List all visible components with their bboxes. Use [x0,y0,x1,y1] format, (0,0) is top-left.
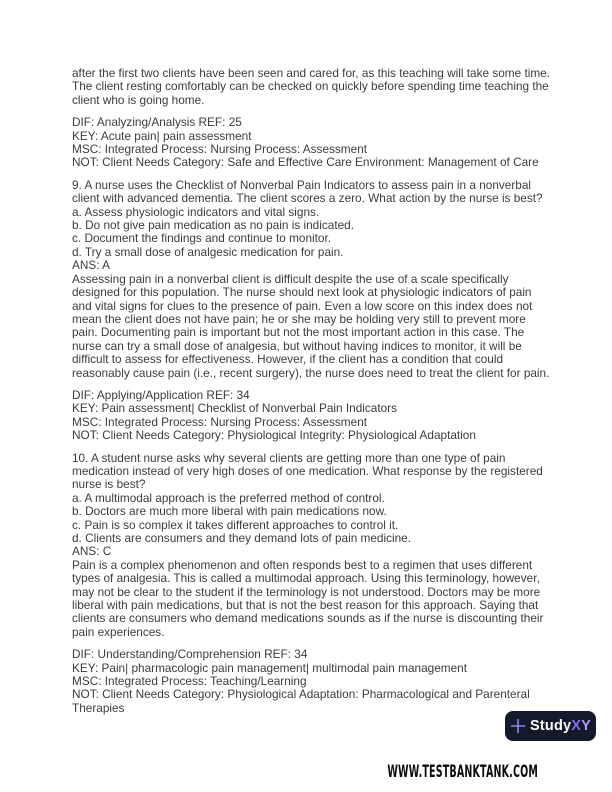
text-line: types of analgesia. This is called a multimodal approach. Using this terminology, however, [72,571,540,586]
text-line: after the first two clients have been seen and cared for, as this teaching will take some time. [72,66,551,80]
plus-icon [510,718,526,734]
text-line: KEY: Acute pain| pain assessment [72,128,252,143]
text-line: d. Clients are consumers and they demand lots of pain medicine. [72,531,412,545]
text-line: designed for this population. The nurse should next look at physiologic indicators of pain [72,285,532,300]
text-line: reasonably cause pain (i.e., recent surgery), the nurse does need to treat the client for pain. [72,365,550,380]
studyxy-label-y: Y [581,717,592,734]
text-line: ANS: C [72,544,112,559]
text-line: may not be clear to the student if the terminology is not understood. Doctors may be more [72,584,541,599]
text-line: NOT: Client Needs Category: Physiological Integrity: Physiological Adaptation [72,428,476,443]
text-line: c. Document the findings and continue to monitor. [72,231,332,246]
document-content [72,67,550,724]
question-10-metadata [72,648,550,715]
text-line: NOT: Client Needs Category: Safe and Effective Care Environment: Management of Care [72,155,539,170]
text-line: client with advanced dementia. The client scores a zero. What action by the nurse is best? [72,191,543,206]
website-url: WWW.TESTBANKTANK.COM [387,762,538,782]
text-line: KEY: Pain assessment| Checklist of Nonverbal Pain Indicators [72,401,398,416]
text-line: difficult to assess for effectiveness. However, if the client has a condition that could [72,352,504,367]
text-line: d. Try a small dose of analgesic medication for pain. [72,244,344,259]
text-line: and vital signs for clues to the presence of pain. Even a low score on this index does not [72,298,533,313]
text-line: 10. A student nurse asks why several clients are getting more than one type of pain [72,450,506,465]
text-line: KEY: Pain| pharmacologic pain management| multimodal pain management [72,660,467,675]
text-line: c. Pain is so complex it takes different approaches to control it. [72,517,399,532]
text-line: medication instead of very high doses of one medication. What response by the registered [72,463,543,478]
text-line: nurse can try a small dose of analgesia, but without having indices to monitor, it will be [72,338,522,353]
text-line: MSC: Integrated Process: Nursing Process: Assessment [72,414,368,429]
question-9-metadata [72,389,550,443]
text-line: a. A multimodal approach is the preferred method of control. [72,490,385,505]
studyxy-label-study: Study [529,717,572,734]
text-line: nurse is best? [72,477,146,492]
text-line: MSC: Integrated Process: Nursing Process: Assessment [72,142,368,157]
text-line: DIF: Analyzing/Analysis REF: 25 [72,115,242,130]
text-line: liberal with pain medications, but that is not the best reason for this approach. Saying that [72,598,539,613]
text-line: Pain is a complex phenomenon and often responds best to a regimen that uses different [72,557,533,572]
text-line: b. Do not give pain medication as no pain is indicated. [72,218,354,233]
text-line: NOT: Client Needs Category: Physiological Adaptation: Pharmacological and Parenteral [72,687,530,702]
text-line: mean the client does not have pain; he or she may be holding very still to prevent more [72,311,526,326]
text-line: The client resting comfortably can be checked on quickly before spending time teaching the [72,79,549,94]
text-line: ANS: A [72,258,111,273]
studyxy-wordmark [530,719,591,734]
text-line: 9. A nurse uses the Checklist of Nonverbal Pain Indicators to assess pain in a nonverbal [72,177,532,192]
text-line: Therapies [72,700,125,715]
text-line: DIF: Applying/Application REF: 34 [72,387,250,402]
studyxy-badge [505,711,596,741]
text-line: MSC: Integrated Process: Teaching/Learning [72,674,307,689]
answer-explanation-continued [72,67,550,107]
text-line: b. Doctors are much more liberal with pain medications now. [72,504,387,519]
question-9 [72,179,550,380]
text-line: pain experiences. [72,624,165,639]
text-line: pain. Documenting pain is important but not the most important action in this case. The [72,325,525,340]
text-line: clients are consumers who demand medications sounds as if the nurse is discounting their [72,611,544,626]
text-line: Assessing pain in a nonverbal client is difficult despite the use of a scale specifically [72,271,509,286]
studyxy-label-x: X [571,717,582,734]
text-line: client who is going home. [72,92,205,107]
text-line: a. Assess physiologic indicators and vital signs. [72,204,320,219]
text-line: DIF: Understanding/Comprehension REF: 34 [72,647,308,662]
question-8-metadata [72,116,550,170]
question-10 [72,452,550,640]
